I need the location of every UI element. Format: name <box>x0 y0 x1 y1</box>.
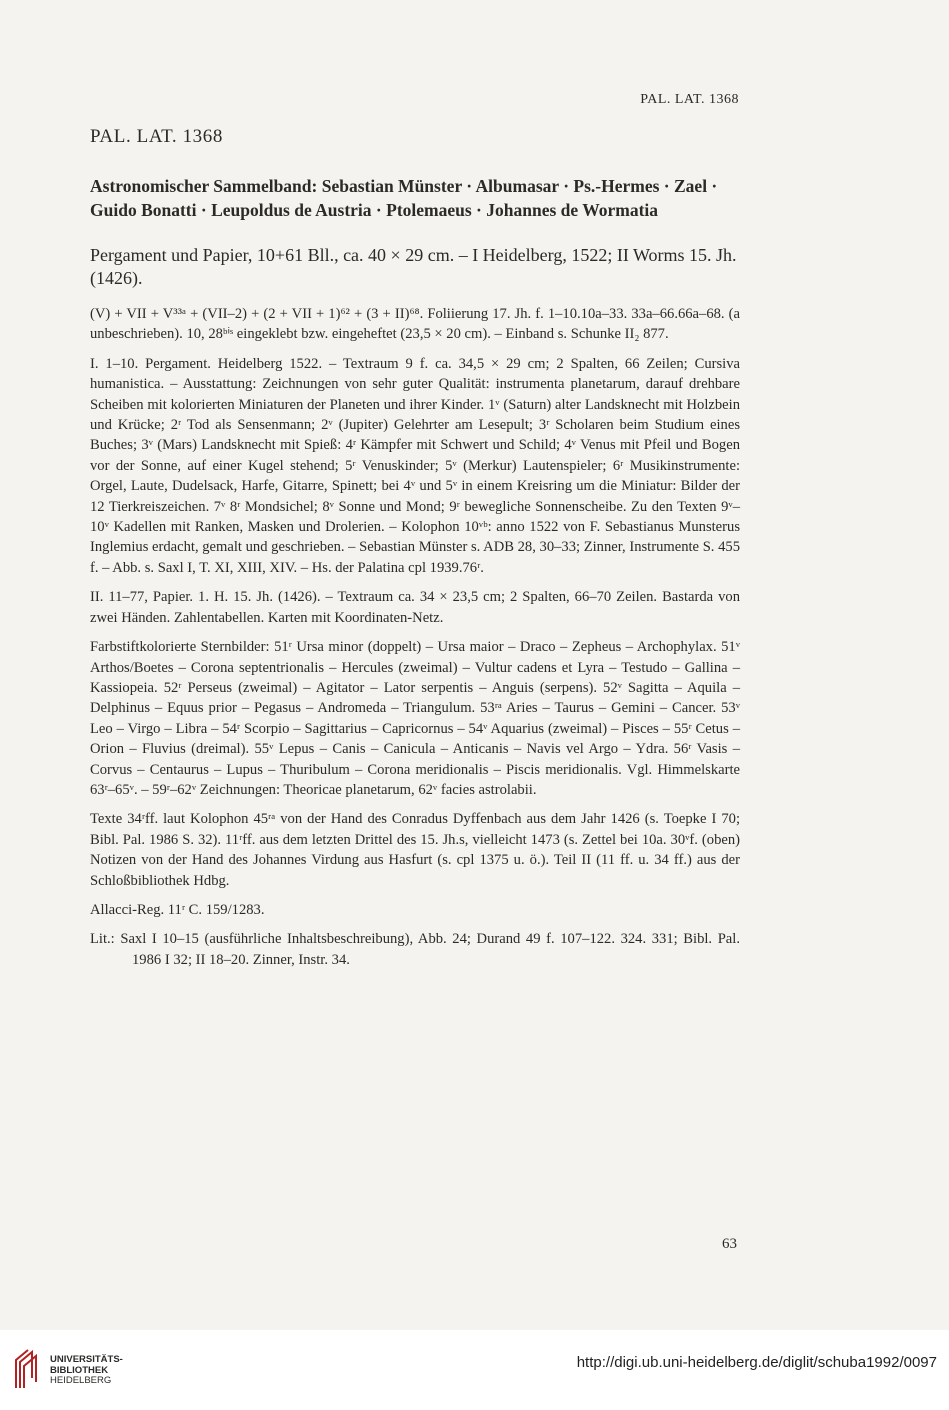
constellations-paragraph: Farbstiftkolorierte Sternbilder: 51ʳ Ursa minor (doppelt) – Ursa maior – Draco – Zepheus – Archophylax. 51ᵛ Arthos/Boetes – Corona septentrionalis – Hercules (zweimal) – Vultur cadens et Lyra – Testudo – Gallina – Kassiopeia. 52ʳ Perseus (zweimal) – Agitator – Lator serpentis – Anguis (serpens). 52ᵛ Sagitta – Aquila – Delphinus – Equus prior – Pegasus – Andromeda – Triangulum. 53ʳᵃ Aries – Taurus – Gemini – Cancer. 53ᵛ Leo – Virgo – Libra – 54ʳ Scorpio – Sagittarius – Capricornus – 54ᵛ Aquarius (zweimal) – Pisces – 55ʳ Cetus – Orion – Fluvius (dreimal). 55ᵛ Lepus – Canis – Canicula – Anticanis – Navis vel Argo – Ydra. 56ʳ Vasis – Corvus – Centaurus – Lupus – Thuribulum – Corona meridionalis – Piscis meridionalis. Vgl. Himmelskarte 63ʳ–65ᵛ. – 59ʳ–62ᵛ Zeichnungen: Theoricae planetarum, 62ᵛ facies astrolabii. <box>90 639 740 798</box>
allacci-register: Allacci-Reg. 11ʳ C. 159/1283. <box>90 901 265 918</box>
page-number: 63 <box>722 1236 737 1252</box>
material-description: Pergament und Papier, 10+61 Bll., ca. 40 × 29 cm. – I Heidelberg, 1522; II Worms 15. Jh. (1426). <box>90 245 737 288</box>
page-content <box>90 126 740 970</box>
literature-paragraph: Lit.: Saxl I 10–15 (ausführliche Inhaltsbeschreibung), Abb. 24; Durand 49 f. 107–122. 324. 331; Bibl. Pal. 1986 I 32; II 18–20. Zinner, Instr. 34. <box>90 931 740 968</box>
texts-paragraph: Texte 34ʳff. laut Kolophon 45ʳᵃ von der Hand des Conradus Dyffenbach aus dem Jahr 1426 (s. Toepke I 70; Bibl. Pal. 1986 S. 32). 11ʳff. aus dem letzten Drittel des 15. Jh.s, vielleicht 1473 (s. Zettel bei 10a. 30ᵛf. (oben) Notizen von der Hand des Johannes Virdung aus Hasfurt (s. cpl 1375 u. ö.). Teil II (11 ff. u. 34 ff.) aus der Schloßbibliothek Hdbg. <box>90 811 740 889</box>
running-head: PAL. LAT. 1368 <box>640 92 739 107</box>
library-logo-icon <box>12 1348 42 1390</box>
collation-paragraph: (V) + VII + V³³ᵃ + (VII–2) + (2 + VII + 1)⁶² + (3 + II)⁶⁸. Foliierung 17. Jh. f. 1–10.10a–33. 33a–66.66a–68. (a unbeschrieben). 10, 28ᵇⁱˢ eingeklebt bzw. eingeheftet (23,5 × 20 cm). – Einband s. Schunke II₂ 877. <box>90 306 740 343</box>
part-two-paragraph: II. 11–77, Papier. 1. H. 15. Jh. (1426). – Textraum ca. 34 × 23,5 cm; 2 Spalten, 66–70 Zeilen. Bastarda von zwei Händen. Zahlentabellen. Karten mit Koordinaten-Netz. <box>90 589 740 626</box>
viewer-footer <box>0 1330 949 1410</box>
manuscript-title: Astronomischer Sammelband: Sebastian Münster · Albumasar · Ps.-Hermes · Zael · Guido Bonatti · Leupoldus de Austria · Ptolemaeus · Johannes de Wormatia <box>90 176 718 220</box>
library-name: UNIVERSITÄTS- BIBLIOTHEK HEIDELBERG <box>50 1354 123 1386</box>
permalink-url[interactable]: http://digi.ub.uni-heidelberg.de/diglit/schuba1992/0097 <box>576 1354 937 1371</box>
part-one-paragraph: I. 1–10. Pergament. Heidelberg 1522. – Textraum 9 f. ca. 34,5 × 29 cm; 2 Spalten, 66 Zeilen; Cursiva humanistica. – Ausstattung: Zeichnungen von sehr guter Qualität: instrumenta planetarum, darauf drehbare Scheiben mit kolorierten Miniaturen der Planeten und ihrer Kinder. 1ᵛ (Saturn) alter Landsknecht mit Holzbein und Krücke; 2ʳ Tod als Sensenmann; 2ᵛ (Jupiter) Gelehrter am Lesepult; 3ʳ Scholaren beim Studium eines Buches; 3ᵛ (Mars) Landsknecht mit Spieß: 4ʳ Kämpfer mit Schwert und Schild; 4ᵛ Venus mit Pfeil und Bogen vor der Sonne, auf einer Kugel stehend; 5ʳ Venuskinder; 5ᵛ (Merkur) Lautenspieler; 6ʳ Musikinstrumente: Orgel, Laute, Dudelsack, Harfe, Gitarre, Spinett; bei 4ᵛ und 5ᵛ in einem Kreisring um die Miniatur: Bilder der 12 Tierkreiszeichen. 7ᵛ 8ʳ Mondsichel; 8ᵛ Sonne und Mond; 9ʳ bewegliche Sonnenscheibe. Zu den Texten 9ᵛ–10ᵛ Kadellen mit Ranken, Masken und Drolerien. – Kolophon 10ᵛᵇ: anno 1522 von F. Sebastianus Munsterus Inglemius erdacht, gemalt und geschrieben. – Sebastian Münster s. ADB 28, 30–33; Zinner, Instrumente S. 455 f. – Abb. s. Saxl I, T. XI, XIII, XIV. – Hs. der Palatina cpl 1939.76ʳ. <box>90 355 740 576</box>
shelfmark-heading: PAL. LAT. 1368 <box>90 126 223 147</box>
